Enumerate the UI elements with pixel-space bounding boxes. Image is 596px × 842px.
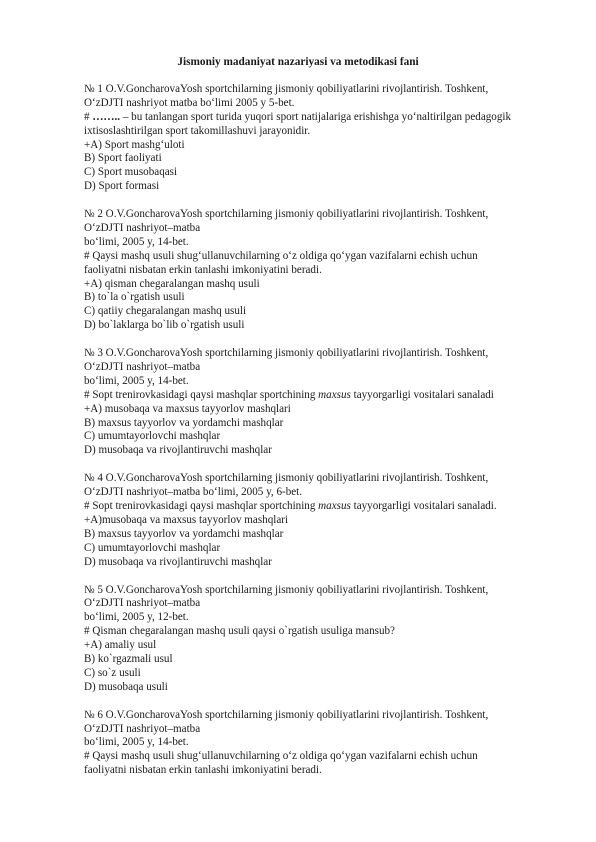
answer-option: D) bo`laklarga bo`lib o`rgatish usuli (84, 319, 245, 332)
answer-option: B) to`la o`rgatish usuli (84, 291, 185, 304)
source-line: № 3 O.V.GoncharovaYosh sportchilarning jismoniy qobiliyatlarini rivojlantirish. Toshkent, (84, 347, 489, 360)
question-list (84, 83, 554, 792)
answer-option: D) musobaqa usuli (84, 680, 168, 693)
source-line: № 1 O.V.GoncharovaYosh sportchilarning jismoniy qobiliyatlarini rivojlantirish. Toshkent, (84, 83, 489, 95)
source-line: № 5 O.V.GoncharovaYosh sportchilarning jismoniy qobiliyatlarini rivojlantirish. Toshkent, (84, 583, 489, 596)
question-emphasis: maxsus (318, 500, 351, 513)
page-title: Jismoniy madaniyat nazariyasi va metodikasi fani (177, 56, 419, 68)
answer-option: B) maxsus tayyorlov va yordamchi mashqlar (84, 527, 284, 540)
answer-option: D) musobaqa va rivojlantiruvchi mashqlar (84, 555, 272, 568)
answer-option-correct: +A) musobaqa va maxsus tayyorlov mashqlari (84, 402, 291, 415)
source-line: O‘zDJTI nashriyot–matba (84, 722, 201, 735)
question-emphasis: maxsus (318, 388, 351, 401)
answer-option-correct: +A) amaliy usul (84, 639, 157, 652)
answer-option: C) Sport musobaqasi (84, 166, 178, 179)
source-line: O‘zDJTI nashriyot–matba (84, 361, 201, 374)
answer-option: B) ko`rgazmali usul (84, 652, 173, 665)
question-block (84, 584, 554, 695)
answer-option: C) umumtayorlovchi mashqlar (84, 541, 221, 554)
question-block (84, 208, 554, 333)
answer-option: C) so`z usuli (84, 666, 141, 679)
answer-option: B) Sport faoliyati (84, 152, 162, 165)
answer-option-correct: +A)musobaqa va maxsus tayyorlov mashqlari (84, 513, 289, 526)
answer-option-correct: +A) qisman chegaralangan mashq usuli (84, 277, 260, 290)
source-line: № 6 O.V.GoncharovaYosh sportchilarning jismoniy qobiliyatlarini rivojlantirish. Toshkent, (84, 708, 489, 721)
source-line: O‘zDJTI nashriyot–matba bo‘limi, 2005 y, 6-bet. (84, 486, 303, 499)
question-text: faoliyatni nisbatan erkin tanlashi imkoniyatini beradi. (84, 263, 322, 276)
answer-option: B) maxsus tayyorlov va yordamchi mashqlar (84, 416, 284, 429)
question-text (84, 111, 554, 125)
question-marker: # (84, 110, 93, 123)
answer-option-correct: +A) Sport mashg‘uloti (84, 138, 185, 151)
question-text: # Qaysi mashq usuli shug‘ullanuvchilarning o‘z oldiga qo‘ygan vazifalarni echish uchun (84, 750, 478, 763)
source-line: № 4 O.V.GoncharovaYosh sportchilarning jismoniy qobiliyatlarini rivojlantirish. Toshkent, (84, 472, 489, 485)
source-line: O‘zDJTI nashriyot–matba (84, 597, 201, 610)
question-block (84, 709, 554, 778)
question-block (84, 347, 554, 458)
source-line: № 2 O.V.GoncharovaYosh sportchilarning jismoniy qobiliyatlarini rivojlantirish. Toshkent, (84, 208, 489, 221)
source-line: bo‘limi, 2005 y, 14-bet. (84, 235, 189, 248)
question-text (84, 500, 554, 514)
question-text-part: # Sopt trenirovkasidagi qaysi mashqlar sportchining (84, 500, 319, 513)
question-text: ixtisoslashtirilgan sport takomillashuvi jarayonidir. (84, 124, 311, 137)
question-text: # Qisman chegaralangan mashq usuli qaysi o`rgatish usuliga mansub? (84, 625, 395, 638)
answer-option: D) Sport formasi (84, 180, 160, 193)
source-line: bo‘limi, 2005 y, 12-bet. (84, 611, 189, 624)
question-text (84, 389, 554, 403)
answer-option: C) umumtayorlovchi mashqlar (84, 430, 221, 443)
question-text-part: # Sopt trenirovkasidagi qaysi mashqlar sportchining (84, 388, 319, 401)
question-text-part: tayyorgarligi vositalari sanaladi (350, 388, 494, 401)
answer-option: C) qatiiy chegaralangan mashq usuli (84, 305, 247, 318)
question-blank: …….. (92, 110, 121, 123)
question-text-part: tayyorgarligi vositalari sanaladi. (350, 500, 497, 513)
question-block (84, 83, 554, 194)
question-text: faoliyatni nisbatan erkin tanlashi imkoniyatini beradi. (84, 764, 322, 777)
question-text: # Qaysi mashq usuli shug‘ullanuvchilarning o‘z oldiga qo‘ygan vazifalarni echish uchun (84, 249, 478, 262)
question-text-part: – bu tanlangan sport turida yuqori sport natijalariga erishishga yo‘naltirilgan pedagogik (120, 110, 512, 123)
source-line: bo‘limi, 2005 y, 14-bet. (84, 736, 189, 749)
question-block (84, 472, 554, 569)
answer-option: D) musobaqa va rivojlantiruvchi mashqlar (84, 444, 272, 457)
source-line: bo‘limi, 2005 y, 14-bet. (84, 374, 189, 387)
source-line: O‘zDJTI nashriyot–matba (84, 222, 201, 235)
source-line: O‘zDJTI nashriyot matba bo‘limi 2005 y 5-bet. (84, 96, 295, 109)
